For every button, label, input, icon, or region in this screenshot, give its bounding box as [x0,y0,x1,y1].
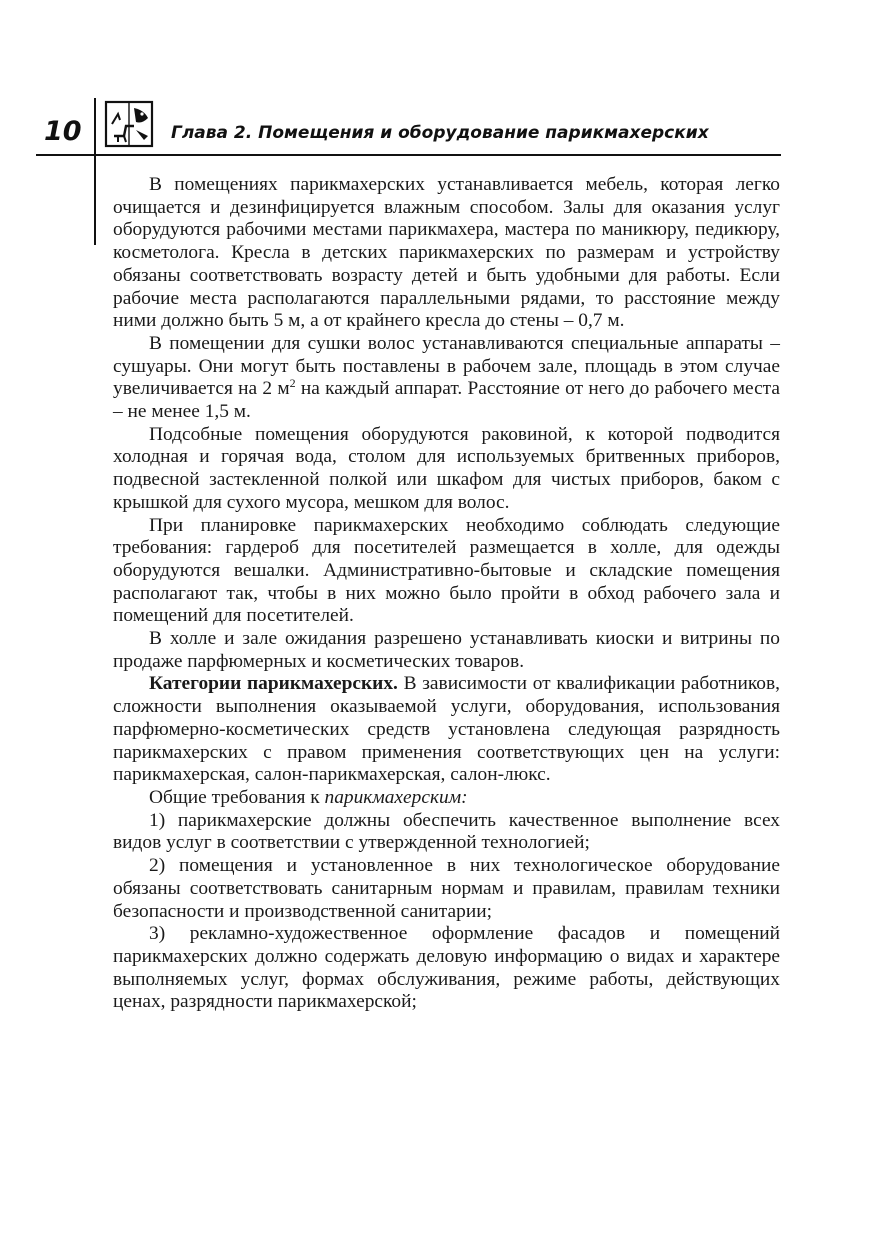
paragraph-utility-rooms: Подсобные помещения оборудуются раковиной, к которой подводится холодная и горячая вода, столом для используемых бритвенных приборов, подвесной застекленной полкой или шкафом для чистых приборов, баком с крышкой для сухого мусора, мешком для волос. [113,423,780,513]
page-body [113,174,780,1014]
paragraph-furniture: В помещениях парикмахерских устанавливается мебель, которая легко очищается и дезинфицируется влажным способом. Залы для оказания услуг оборудуются рабочими местами парикмахера, мастера по маникюру, педикюру, косметолога. Кресла в детских парикмахерских по размерам и устройству обязаны соответствовать возрасту детей и быть удобными для работы. Если рабочие места располагаются параллельными рядами, то расстояние между ними должно быть 5 м, а от крайнего кресла до стены – 0,7 м. [113,174,780,332]
page-header [0,0,876,160]
list-item-2: 2) помещения и установленное в них технологическое оборудование обязаны соответствовать санитарным нормам и правилам, правилам техники безопасности и производственной санитарии; [113,855,780,922]
paragraph-hair-drying-text-end: на каждый аппарат. Расстояние от него до рабочего места – не менее 1,5 м. [113,378,780,423]
superscript-squared: 2 [289,376,296,391]
paragraph-categories [113,673,780,787]
list-item-3: 3) рекламно-художественное оформление фасадов и помещений парикмахерских должно содержать деловую информацию о видах и характере выполняемых услуг, формах обслуживания, режиме работы, действующих ценах, разрядности парикмахерской; [113,923,780,1013]
page-number: 10 [44,116,82,147]
paragraph-hair-drying [113,333,780,424]
header-vertical-rule [94,98,96,245]
categories-text: В зависимости от квалификации работников, сложности выполнения оказываемой услуги, оборудования, использования парфюмерно-косметических средств установлена следующая разрядность парикмахерских с правом применения соответствующих цен на услуги: парикмахерская, салон-парикмахерская, салон-люкс. [113,673,780,786]
categories-heading: Категории парикмахерских. [149,673,398,695]
chapter-title: Глава 2. Помещения и оборудование парикмахерских [171,123,709,143]
paragraph-hair-drying-text: В помещении для сушки волос устанавливаются специальные аппараты – сушуары. Они могут быть поставлены в рабочем зале, площадь в этом случае увеличивается на 2 м [113,332,780,400]
paragraph-planning: При планировке парикмахерских необходимо соблюдать следующие требования: гардероб для посетителей размещается в холле, для одежды оборудуются вешалки. Административно-бытовые и складские помещения располагают так, чтобы в них можно было пройти в обход рабочего зала и помещений для посетителей. [113,514,780,627]
list-item-1: 1) парикмахерские должны обеспечить качественное выполнение всех видов услуг в соответствии с утвержденной технологией; [113,809,780,854]
general-requirements-text: Общие требования к [149,786,325,808]
general-requirements-italic: парикмахерским: [324,786,468,808]
paragraph-general-requirements [113,787,780,810]
hairdresser-chair-icon [104,100,154,148]
header-horizontal-rule [36,154,781,156]
paragraph-hall: В холле и зале ожидания разрешено устанавливать киоски и витрины по продаже парфюмерных и косметических товаров. [113,628,780,672]
